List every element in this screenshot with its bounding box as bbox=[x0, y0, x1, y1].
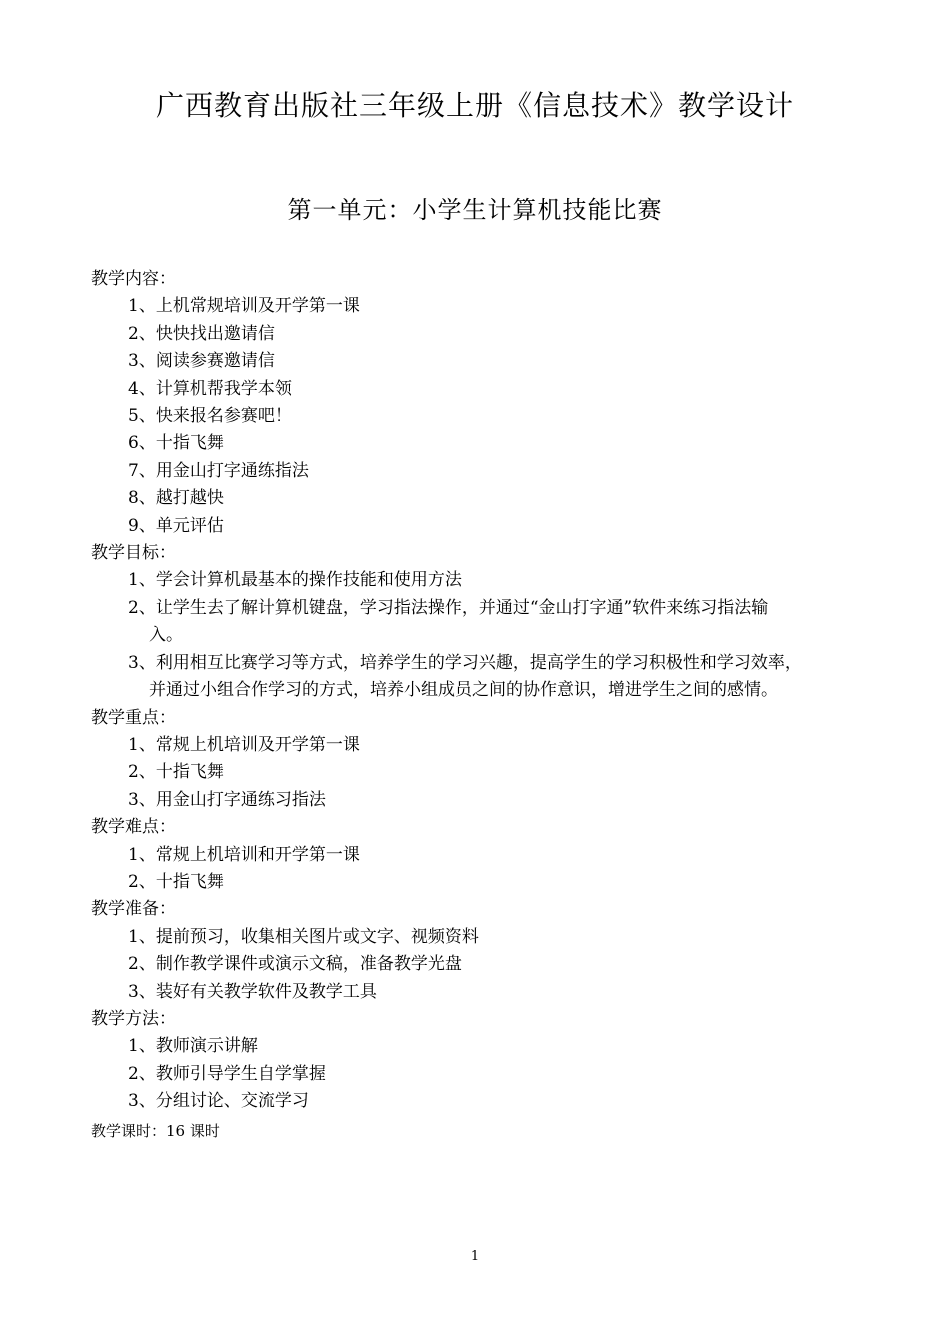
unit-title: 第一单元：小学生计算机技能比赛 bbox=[287, 196, 663, 224]
list-item: 4、计算机帮我学本领 bbox=[128, 378, 292, 399]
list-item bbox=[91, 650, 866, 705]
section-methods bbox=[91, 1006, 866, 1116]
section-heading: 教学难点： bbox=[91, 817, 176, 838]
list-item: 2、十指飞舞 bbox=[128, 871, 224, 892]
list-item: 1、提前预习，收集相关图片或文字、视频资料 bbox=[128, 926, 479, 947]
document-body bbox=[91, 266, 866, 1144]
list-item: 8、越打越快 bbox=[128, 488, 224, 509]
list-item: 7、用金山打字通练指法 bbox=[128, 460, 309, 481]
list-item: 1、教师演示讲解 bbox=[128, 1036, 258, 1057]
section-teaching-content bbox=[91, 266, 866, 540]
section-heading: 教学方法： bbox=[91, 1008, 176, 1029]
list-item: 1、学会计算机最基本的操作技能和使用方法 bbox=[128, 570, 462, 591]
list-item: 2、制作教学课件或演示文稿，准备教学光盘 bbox=[128, 954, 462, 975]
section-difficulties bbox=[91, 814, 866, 896]
list-item: 5、快来报名参赛吧！ bbox=[128, 406, 292, 427]
section-preparation bbox=[91, 896, 866, 1006]
section-heading: 教学目标： bbox=[91, 543, 176, 564]
list-item: 3、装好有关教学软件及教学工具 bbox=[128, 981, 377, 1002]
list-item: 6、十指飞舞 bbox=[128, 433, 224, 454]
section-key-points bbox=[91, 705, 866, 815]
list-item: 3、用金山打字通练习指法 bbox=[128, 789, 326, 810]
list-item-continuation: 入。 bbox=[149, 625, 183, 646]
list-item: 1、常规上机培训和开学第一课 bbox=[128, 844, 360, 865]
teaching-hours: 教学课时：16 课时 bbox=[91, 1121, 220, 1140]
list-item: 2、快快找出邀请信 bbox=[128, 323, 275, 344]
list-item-line: 2、让学生去了解计算机键盘，学习指法操作，并通过“金山打字通”软件来练习指法输 bbox=[128, 597, 769, 618]
item-list bbox=[91, 293, 866, 540]
list-item bbox=[91, 595, 866, 650]
page-number: 1 bbox=[470, 1249, 480, 1264]
section-heading: 教学重点： bbox=[91, 707, 176, 728]
item-list bbox=[91, 924, 866, 1006]
section-teaching-goals bbox=[91, 540, 866, 704]
item-list bbox=[91, 842, 866, 897]
list-item-line: 3、利用相互比赛学习等方式，培养学生的学习兴趣，提高学生的学习积极性和学习效率， bbox=[128, 652, 802, 673]
list-item: 3、阅读参赛邀请信 bbox=[128, 351, 275, 372]
list-item: 1、上机常规培训及开学第一课 bbox=[128, 296, 360, 317]
item-list bbox=[91, 732, 866, 814]
section-heading: 教学准备： bbox=[91, 899, 176, 920]
list-item-continuation: 并通过小组合作学习的方式，培养小组成员之间的协作意识，增进学生之间的感情。 bbox=[149, 680, 778, 701]
item-list bbox=[91, 1033, 866, 1115]
list-item: 2、教师引导学生自学掌握 bbox=[128, 1063, 326, 1084]
list-item: 9、单元评估 bbox=[128, 515, 224, 536]
item-list bbox=[91, 567, 866, 704]
list-item: 1、常规上机培训及开学第一课 bbox=[128, 734, 360, 755]
list-item: 3、分组讨论、交流学习 bbox=[128, 1091, 309, 1112]
list-item: 2、十指飞舞 bbox=[128, 762, 224, 783]
section-heading: 教学内容： bbox=[91, 269, 176, 289]
document-title: 广西教育出版社三年级上册《信息技术》教学设计 bbox=[155, 89, 794, 122]
